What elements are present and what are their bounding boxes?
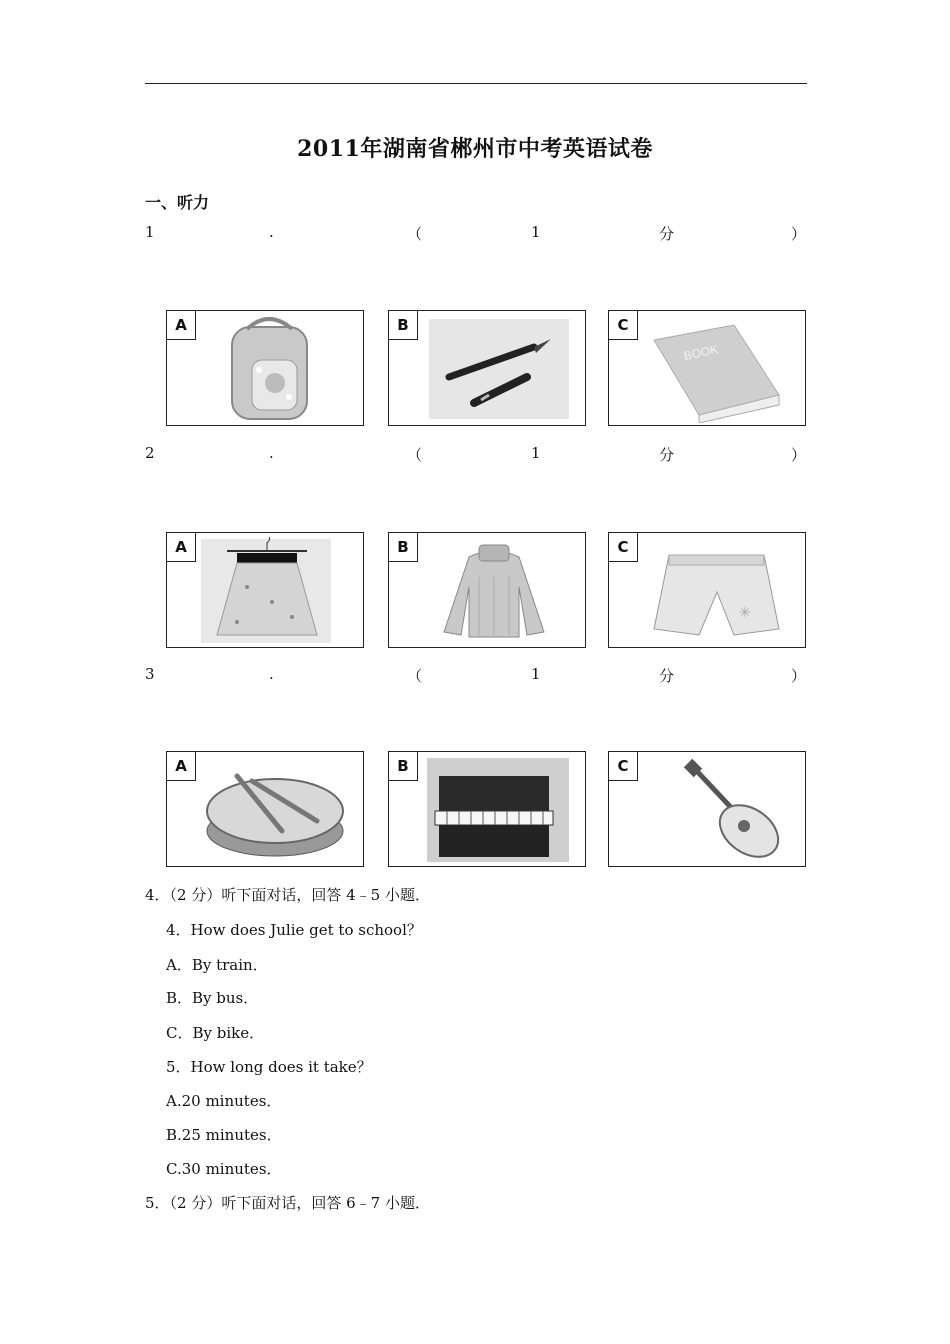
question-3-line — [145, 665, 805, 687]
score-unit: 分 — [659, 225, 675, 243]
open-paren: （ — [407, 667, 423, 685]
drum-icon — [197, 756, 357, 864]
header-rule — [145, 83, 807, 84]
option-b[interactable] — [388, 310, 586, 426]
question-dot: . — [269, 665, 274, 683]
question-5-header: 5．（2 分）听下面对话，回答 6﹣7 小题． — [145, 1194, 430, 1212]
page-title: 2011年湖南省郴州市中考英语试卷 — [297, 136, 653, 162]
skirt-icon — [197, 537, 357, 645]
shorts-icon — [639, 537, 799, 645]
option-label: A — [166, 310, 196, 340]
piano-icon — [419, 756, 579, 864]
answer-option[interactable]: C.30 minutes． — [166, 1160, 282, 1178]
question-number: 1 — [145, 223, 155, 241]
question-dot: . — [269, 223, 274, 241]
score-unit: 分 — [659, 446, 675, 464]
answer-option[interactable]: A．By train． — [166, 956, 268, 974]
answer-option[interactable]: B．By bus． — [166, 989, 259, 1007]
question-2-options — [166, 532, 806, 650]
option-c[interactable] — [608, 532, 806, 648]
close-paren: ） — [791, 667, 807, 685]
option-label: B — [388, 532, 418, 562]
question-number: 3 — [145, 665, 155, 683]
guitar-icon — [639, 756, 799, 864]
option-a[interactable] — [166, 310, 364, 426]
score-value: 1 — [531, 665, 541, 683]
question-dot: . — [269, 444, 274, 462]
answer-option[interactable]: B.25 minutes． — [166, 1126, 282, 1144]
question-1-options — [166, 310, 806, 428]
question-2-line — [145, 444, 805, 466]
option-label: B — [388, 310, 418, 340]
close-paren: ） — [791, 446, 807, 464]
option-label: C — [608, 310, 638, 340]
close-paren: ） — [791, 225, 807, 243]
book-cover-text: BOOK — [682, 342, 720, 364]
sub-question-4: 4．How does Julie get to school？ — [166, 921, 422, 939]
sub-question-5: 5．How long does it take？ — [166, 1058, 372, 1076]
backpack-icon — [197, 315, 357, 423]
score-unit: 分 — [659, 667, 675, 685]
question-4-header: 4．（2 分）听下面对话，回答 4﹣5 小题． — [145, 886, 430, 904]
section-heading: 一、听力 — [145, 193, 210, 212]
option-a[interactable] — [166, 751, 364, 867]
open-paren: （ — [407, 225, 423, 243]
option-b[interactable] — [388, 751, 586, 867]
pen-icon — [419, 315, 579, 423]
option-label: C — [608, 532, 638, 562]
option-a[interactable] — [166, 532, 364, 648]
option-label: B — [388, 751, 418, 781]
score-value: 1 — [531, 223, 541, 241]
option-label: C — [608, 751, 638, 781]
option-c[interactable] — [608, 310, 806, 426]
option-label: A — [166, 532, 196, 562]
option-b[interactable] — [388, 532, 586, 648]
sweater-icon — [419, 537, 579, 645]
question-3-options — [166, 751, 806, 869]
svg-text:✳: ✳ — [739, 605, 751, 621]
book-icon — [639, 315, 799, 423]
score-value: 1 — [531, 444, 541, 462]
question-number: 2 — [145, 444, 155, 462]
question-1-line — [145, 223, 805, 245]
answer-option[interactable]: A.20 minutes． — [166, 1092, 282, 1110]
option-c[interactable] — [608, 751, 806, 867]
option-label: A — [166, 751, 196, 781]
answer-option[interactable]: C．By bike． — [166, 1024, 265, 1042]
open-paren: （ — [407, 446, 423, 464]
